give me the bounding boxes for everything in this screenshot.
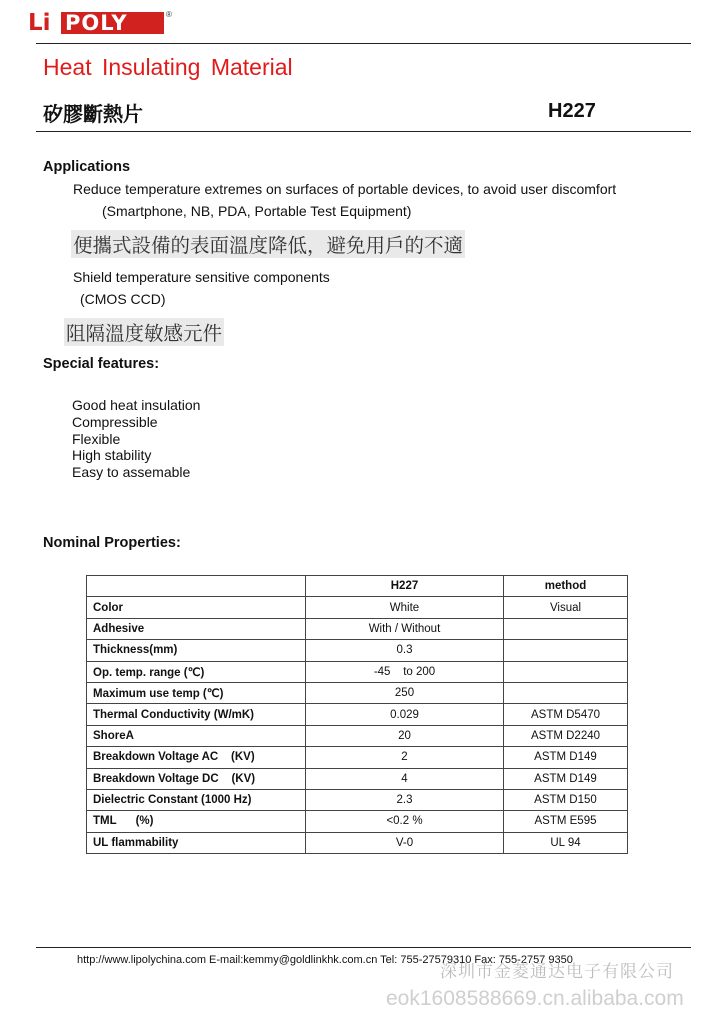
property-value: 20 [306, 725, 504, 746]
property-value: 4 [306, 768, 504, 789]
property-value: With / Without [306, 618, 504, 639]
product-code: H227 [548, 100, 596, 122]
header-rule-top [36, 43, 691, 44]
watermark-site: eok1608588669.cn.alibaba.com [386, 987, 684, 1010]
property-name: Maximum use temp (℃) [87, 682, 306, 703]
table-header-row [87, 576, 628, 597]
header-method: method [504, 576, 628, 597]
feature-item: High stability [72, 447, 152, 464]
logo-text-li: Li [28, 10, 51, 36]
property-value: <0.2 % [306, 811, 504, 832]
property-value: 0.029 [306, 704, 504, 725]
table-row [87, 789, 628, 810]
property-name: Color [87, 597, 306, 618]
property-name: Adhesive [87, 618, 306, 639]
application-line-2: (Smartphone, NB, PDA, Portable Test Equipment) [102, 203, 412, 219]
application-line-4: Shield temperature sensitive components [73, 269, 330, 285]
table-row [87, 768, 628, 789]
footer-rule [36, 947, 691, 948]
property-value: 250 [306, 682, 504, 703]
header-blank [87, 576, 306, 597]
property-name: Op. temp. range (℃) [87, 661, 306, 682]
property-name: ShoreA [87, 725, 306, 746]
logo-text-poly: POLY [65, 11, 128, 35]
property-value: -45 to 200 [306, 661, 504, 682]
table-row [87, 747, 628, 768]
properties-table [86, 575, 628, 854]
special-features-heading: Special features: [43, 356, 160, 372]
feature-item: Good heat insulation [72, 397, 201, 413]
property-value: 0.3 [306, 640, 504, 661]
footer-contact: http://www.lipolychina.com E-mail:kemmy@goldlinkhk.com.cn Tel: 755-27579310 Fax: 755-2757 9350 [77, 954, 573, 966]
page-title: Heat Insulating Material [43, 54, 293, 80]
property-method [504, 661, 628, 682]
table-row [87, 597, 628, 618]
header-product: H227 [306, 576, 504, 597]
property-name: Thermal Conductivity (W/mK) [87, 704, 306, 725]
table-row [87, 682, 628, 703]
property-method [504, 682, 628, 703]
application-line-1: Reduce temperature extremes on surfaces of portable devices, to avoid user discomfort [73, 181, 617, 197]
table-row [87, 704, 628, 725]
property-name: Thickness(mm) [87, 640, 306, 661]
property-method: ASTM D149 [504, 768, 628, 789]
application-chinese-1: 便攜式設備的表面溫度降低，避免用戶的不適 [71, 230, 465, 258]
features-list [72, 397, 200, 481]
table-row [87, 832, 628, 853]
feature-item: Compressible [72, 413, 158, 430]
property-method: ASTM D2240 [504, 725, 628, 746]
chinese-product-name: 矽膠斷熱片 [43, 102, 143, 126]
property-value: 2.3 [306, 789, 504, 810]
property-name: UL flammability [87, 832, 306, 853]
logo-registered-mark: ® [166, 10, 172, 19]
property-method: ASTM D5470 [504, 704, 628, 725]
table-row [87, 811, 628, 832]
application-line-5: (CMOS CCD) [80, 291, 166, 307]
property-name: Breakdown Voltage DC (KV) [87, 768, 306, 789]
property-value: White [306, 597, 504, 618]
property-name: Dielectric Constant (1000 Hz) [87, 789, 306, 810]
application-chinese-2: 阻隔溫度敏感元件 [64, 318, 224, 346]
property-method: Visual [504, 597, 628, 618]
header-rule-bottom [36, 131, 691, 132]
property-name: TML (%) [87, 811, 306, 832]
property-method [504, 640, 628, 661]
table-row [87, 661, 628, 682]
property-value: 2 [306, 747, 504, 768]
nominal-properties-heading: Nominal Properties: [43, 535, 181, 551]
applications-heading: Applications [43, 159, 131, 175]
property-name: Breakdown Voltage AC (KV) [87, 747, 306, 768]
property-method: ASTM D149 [504, 747, 628, 768]
property-method: ASTM D150 [504, 789, 628, 810]
property-method: UL 94 [504, 832, 628, 853]
watermark-company: 深圳市金菱通达电子有限公司 [440, 962, 674, 982]
feature-item: Flexible [72, 430, 121, 447]
table-row [87, 725, 628, 746]
property-method: ASTM E595 [504, 811, 628, 832]
table-row [87, 640, 628, 661]
table-row [87, 618, 628, 639]
property-method [504, 618, 628, 639]
feature-item: Easy to assemable [72, 464, 191, 481]
property-value: V-0 [306, 832, 504, 853]
